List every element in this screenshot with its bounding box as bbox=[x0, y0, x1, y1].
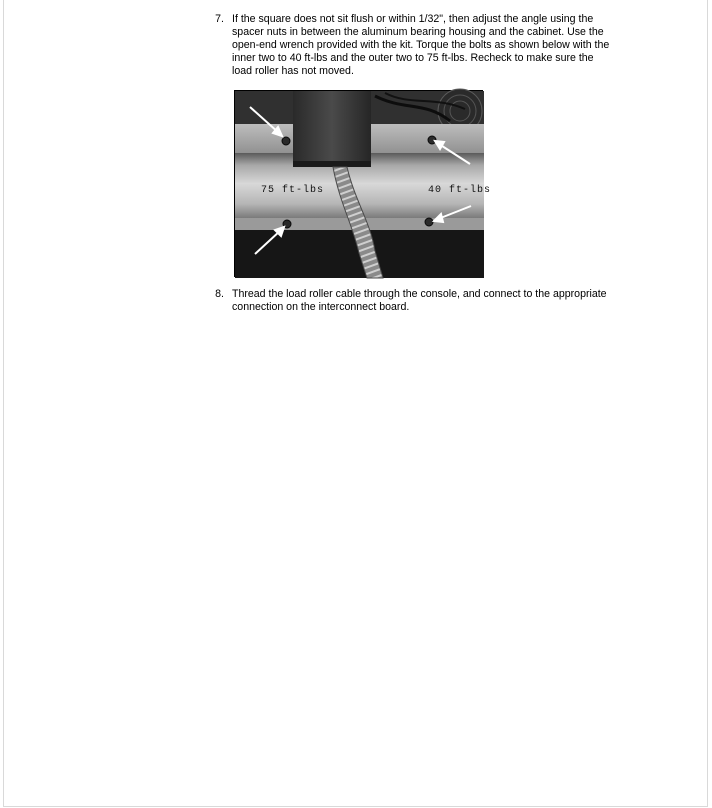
load-roller-photo bbox=[234, 90, 492, 277]
step-7-number: 7. bbox=[215, 13, 224, 25]
document-page bbox=[3, 0, 708, 807]
step-7-text: If the square does not sit flush or within 1/32", then adjust the angle using the spacer nuts in between the aluminum bearing housing and the cabinet. Use the open-end wrench provided with the kit. Torque the bolts as shown below with the inner two to 40 ft-lbs and the outer two to 75 ft-lbs. Recheck to make sure the load roller has not moved. bbox=[232, 13, 610, 77]
step-8-number: 8. bbox=[215, 288, 224, 300]
torque-label-75: 75 ft-lbs bbox=[261, 185, 325, 196]
step-8-text: Thread the load roller cable through the console, and connect to the appropriate connection on the interconnect board. bbox=[232, 288, 607, 313]
torque-label-40: 40 ft-lbs bbox=[428, 185, 492, 196]
